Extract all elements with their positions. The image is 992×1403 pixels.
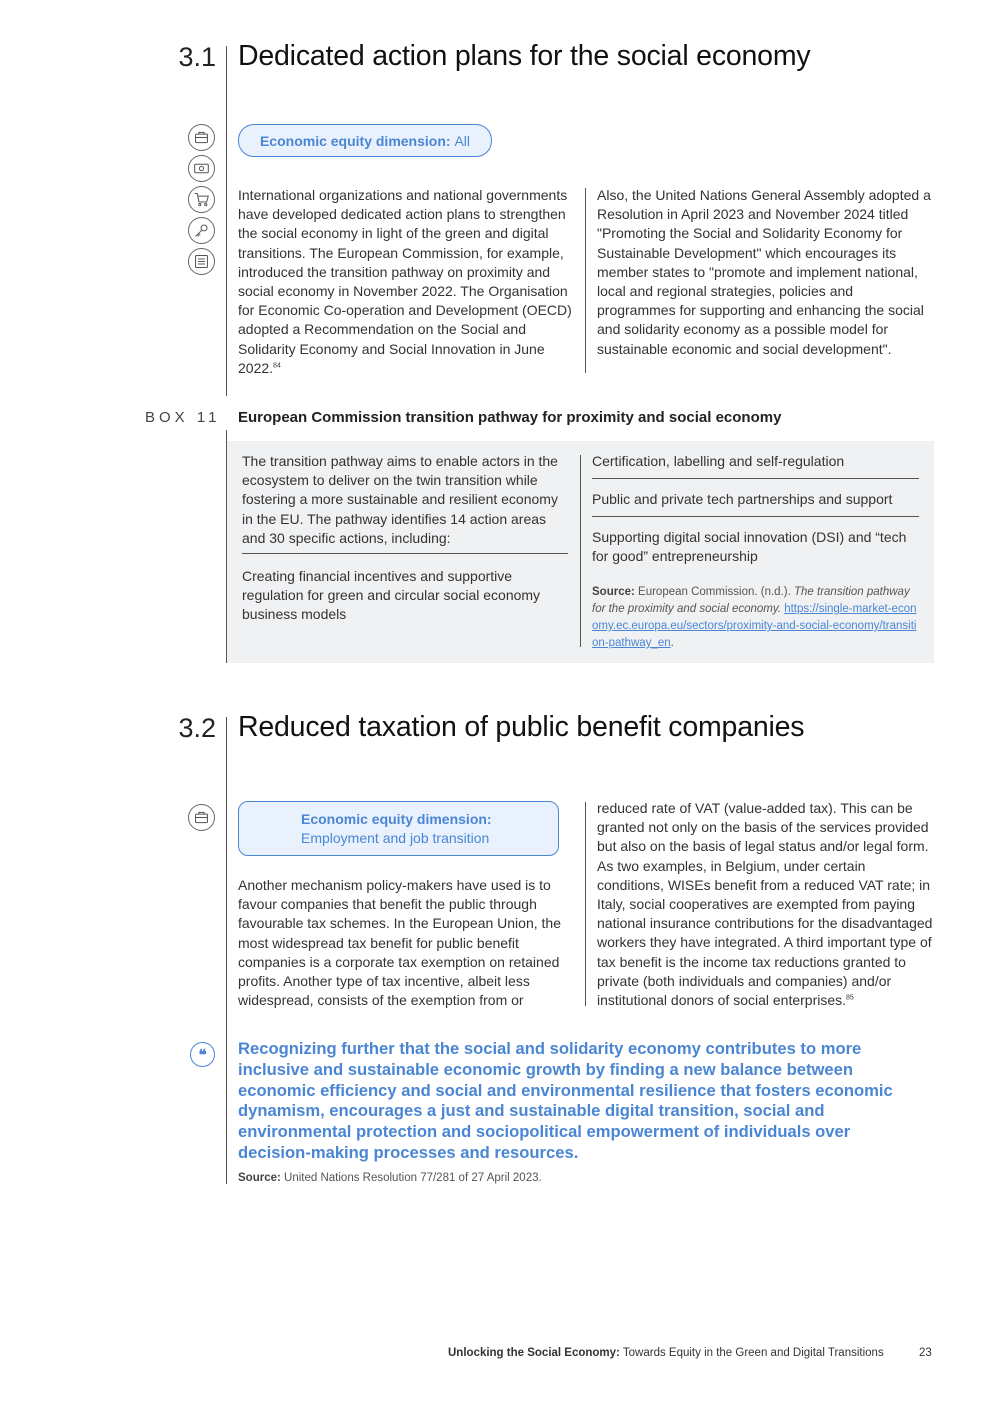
- box-source-text: European Commission. (n.d.).: [638, 586, 791, 598]
- section1-column-left: [238, 186, 574, 378]
- footer-title: [448, 1347, 884, 1359]
- box-title: European Commission transition pathway for proximity and social economy: [238, 409, 782, 426]
- box-item-1: Creating financial incentives and supportive regulation for green and circular social economy business models: [242, 568, 541, 623]
- briefcase-icon: [188, 804, 215, 831]
- footnote-ref: 84: [273, 362, 281, 370]
- section-number: 3.2: [178, 713, 216, 743]
- section1-paragraph-1: International organizations and national governments have developed dedicated action plans to strengthen the social economy in light of the green and digital transitions. The European Commission, for example, introduced the transition pathway on proximity and social economy in November 2022. The Organisation for Economic Co-operation and Development (OECD) adopted a Recommendation on the Social and Solidarity Economy and Social Innovation in June 2022.: [238, 187, 572, 376]
- box-item-3: Public and private tech partnerships and support: [592, 491, 893, 507]
- section-divider-line: [226, 717, 227, 1184]
- box-label: BOX 11: [145, 409, 221, 426]
- box-source-label: Source:: [592, 586, 635, 598]
- box-intro: The transition pathway aims to enable actors in the ecosystem to deliver on the twin transition while fostering a more sustainable and resilient economy in the EU. The pathway identifies 14 action areas and 30 specific actions, including:: [242, 453, 558, 546]
- equity-dimension-label: Economic equity dimension:: [259, 132, 451, 149]
- section1-paragraph-2: Also, the United Nations General Assembly adopted a Resolution in April 2023 and November 2024 titled "Promoting the Social and Solidarity Economy for Sustainable Development" which encourages its member states to "promote and implement national, local and regional strategies, policies and programmes for supporting and enhancing the social and solidarity economy as a possible model for sustainable economic and social development".: [597, 187, 931, 357]
- footnote-ref: 85: [846, 994, 854, 1002]
- section-number: 3.1: [178, 42, 216, 72]
- quote-source-label: Source:: [238, 1172, 281, 1184]
- box-source-link[interactable]: https://single-market-economy.ec.europa.eu/sectors/proximity-and-social-economy/transition-pathway_en: [592, 603, 917, 649]
- equity-dimension-label: Economic equity dimension:: [301, 810, 492, 827]
- box-source: Source: European Commission. (n.d.). The transition pathway for the proximity and social economy. https://single-market-economy.ec.europa.eu/sectors/proximity-and-social-economy/transition-pathway_en.: [592, 586, 917, 649]
- section-divider-line: [226, 46, 227, 396]
- section2-column-left: Another mechanism policy-makers have used is to favour companies that benefit the public through favourable tax schemes. In the European Union, the most widespread tax benefit for public benefit companies is a corporate tax exemption on retained profits. Another type of tax incentive, albeit less widespread, consists of the exemption from or: [238, 877, 561, 1009]
- quote-source-text: United Nations Resolution 77/281 of 27 April 2023.: [284, 1172, 542, 1184]
- equity-dimension-value: All: [454, 132, 471, 149]
- quote-source: [238, 1170, 542, 1187]
- section2-paragraph-2: reduced rate of VAT (value-added tax). This can be granted not only on the basis of the services provided but also on the basis of legal status and/or legal form. As two examples, in Belgium, under certain conditions, WISEs benefit from a reduced VAT rate; in Italy, social cooperatives are exempted from paying national insurance contributions for the disadvantaged workers they have integrated. A third important type of tax benefit is the income tax reductions granted to private (both individuals and companies) and/or institutional donors of social enterprises.: [597, 800, 933, 1009]
- box-rule: [242, 553, 568, 554]
- cart-icon: [188, 186, 215, 213]
- document-icon: [188, 248, 215, 275]
- box-divider-line: [226, 430, 227, 663]
- section1-column-right: [597, 186, 933, 359]
- footer-title-rest: Towards Equity in the Green and Digital Transitions: [622, 1347, 884, 1359]
- box-rule: [592, 478, 919, 479]
- column-divider: [585, 802, 586, 1006]
- section2-column-right: [597, 799, 935, 1010]
- box-column-divider: [580, 455, 581, 647]
- box-item-2: Certification, labelling and self-regulation: [592, 453, 845, 469]
- equity-dimension-value: Employment and job transition: [301, 829, 490, 846]
- equity-dimension-badge: [238, 801, 559, 856]
- section-title: Reduced taxation of public benefit companies: [238, 711, 805, 743]
- box-source-title: The transition pathway for the proximity and social economy.: [592, 586, 910, 615]
- column-divider: [585, 188, 586, 373]
- money-icon: [188, 155, 215, 182]
- section-title: Dedicated action plans for the social economy: [238, 40, 811, 72]
- page-number: 23: [919, 1347, 932, 1359]
- equity-dimension-badge: [238, 124, 492, 157]
- key-icon: [188, 217, 215, 244]
- quote-icon: ❝: [190, 1042, 215, 1067]
- footer-title-bold: Unlocking the Social Economy:: [448, 1347, 620, 1359]
- box-rule: [592, 516, 919, 517]
- box-item-4: Supporting digital social innovation (DSI) and “tech for good” entrepreneurship: [592, 529, 907, 565]
- quote-text: Recognizing further that the social and solidarity economy contributes to more inclusive and sustainable economic growth by finding a new balance between economic efficiency and social and environmental resilience that fosters economic dynamism, encourages a just and sustainable digital transition, social and environmental protection and sociopolitical empowerment of individuals over decision-making processes and resources.: [238, 1039, 893, 1162]
- briefcase-icon: [188, 124, 215, 151]
